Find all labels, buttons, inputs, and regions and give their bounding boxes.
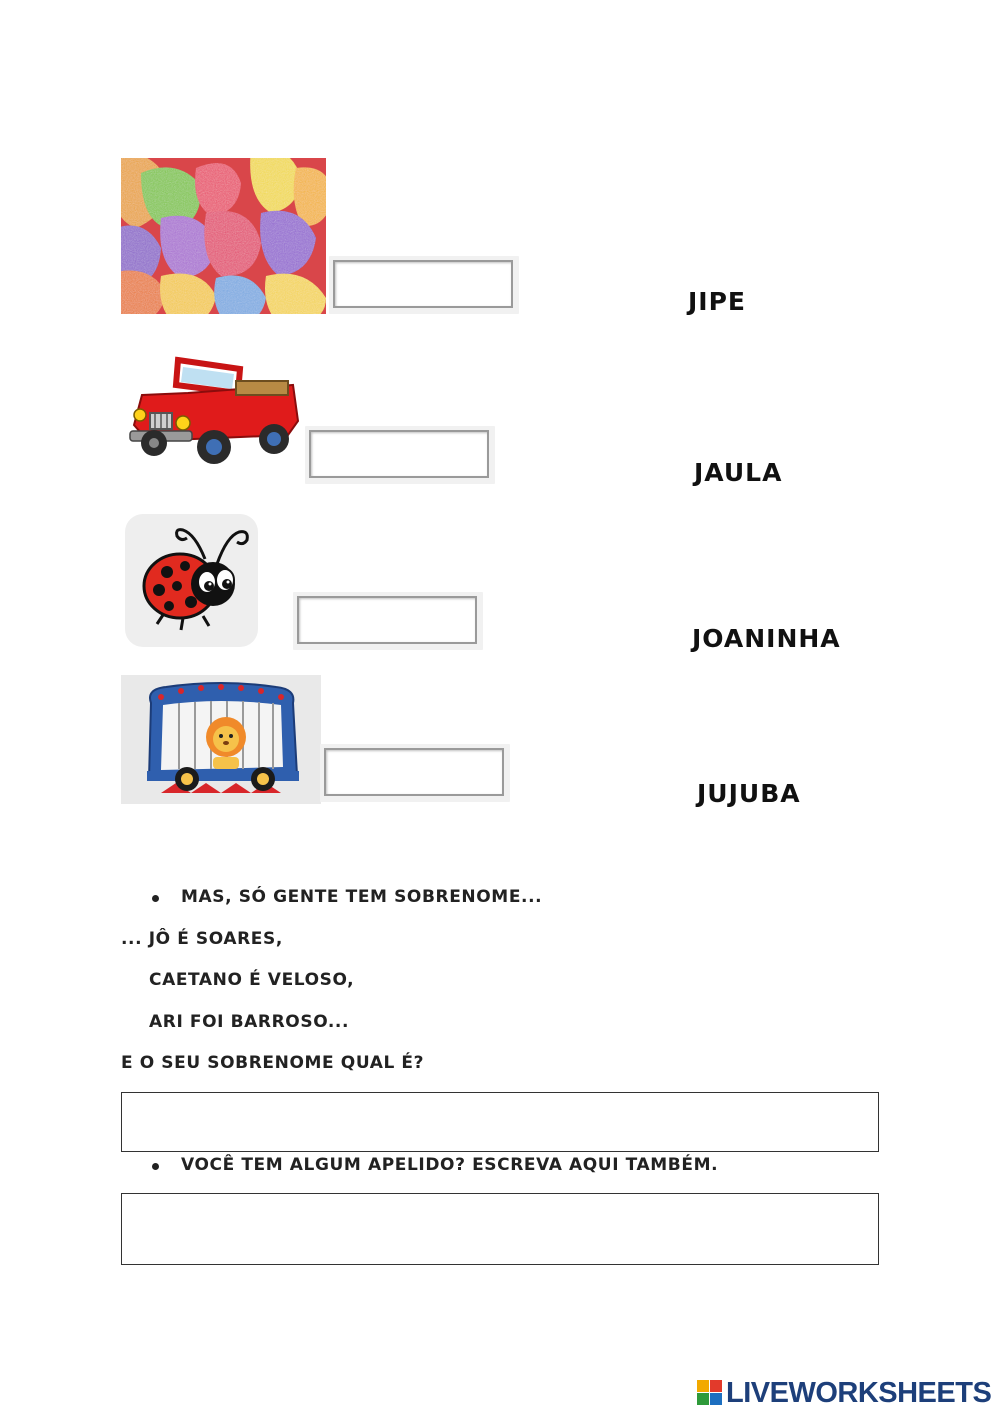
answer-input-1[interactable] [333,260,513,308]
word-joaninha: JOANINHA [692,624,841,653]
circus-cage-image [121,675,321,804]
surname-answer-box [121,1092,879,1152]
word-jipe: JIPE [688,287,747,316]
answer-input-3[interactable] [297,596,477,644]
ladybug-icon [125,514,258,647]
ladybug-image [125,514,258,647]
gumdrops-icon [121,158,326,314]
answer-input-2[interactable] [309,430,489,478]
question-nickname: VOCÊ TEM ALGUM APELIDO? ESCREVA AQUI TAMBÉM. [181,1155,719,1175]
nickname-input[interactable] [122,1194,878,1264]
answer-box-2 [305,426,495,484]
answer-input-4[interactable] [324,748,504,796]
answer-box-1 [329,256,519,314]
surname-input[interactable] [122,1093,878,1151]
candy-gumdrops-image [121,158,326,314]
bullet-dot-2 [152,1163,159,1170]
poem-line-4: ARI FOI BARROSO... [149,1012,350,1032]
word-jujuba: JUJUBA [697,779,801,808]
nickname-answer-box [121,1193,879,1265]
liveworksheets-logo-icon [697,1380,723,1406]
answer-box-4 [320,744,510,802]
jeep-image [128,355,300,468]
circus-cage-lion-icon [121,675,321,804]
question-surname: E O SEU SOBRENOME QUAL É? [121,1053,425,1073]
bullet-dot-1 [152,895,159,902]
answer-box-3 [293,592,483,650]
poem-bullet-1: MAS, SÓ GENTE TEM SOBRENOME... [181,887,543,907]
word-jaula: JAULA [694,458,783,487]
red-jeep-icon [128,355,300,468]
poem-line-3: CAETANO É VELOSO, [149,970,355,990]
liveworksheets-brand [697,1378,991,1408]
poem-line-2: ... JÔ É SOARES, [121,929,283,949]
brand-name: LIVEWORKSHEETS [726,1377,992,1409]
